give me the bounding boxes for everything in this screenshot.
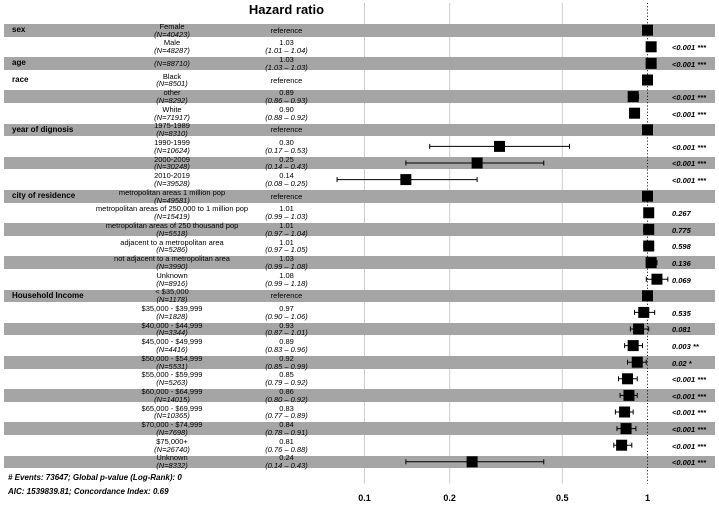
hr-marker — [633, 324, 644, 335]
estimate-ci: (0.14 – 0.43) — [265, 162, 308, 172]
p-value: 0.598 — [672, 242, 691, 252]
estimate-cell — [226, 405, 347, 421]
group-label: sex — [12, 25, 26, 35]
group-label: city of residence — [12, 191, 76, 201]
subgroup-label: not adjacent to a metropolitan area — [114, 254, 230, 264]
hr-marker — [621, 423, 632, 434]
estimate-value: 1.01 — [279, 204, 294, 214]
hr-marker — [628, 91, 639, 102]
estimate-ci: (0.86 – 0.93) — [265, 96, 308, 105]
hr-marker — [646, 58, 657, 69]
estimate-cell — [226, 338, 347, 354]
hr-marker — [643, 207, 654, 218]
p-value: 0.267 — [672, 209, 691, 219]
estimate-ci: (0.85 – 0.99) — [265, 361, 308, 371]
estimate-reference: reference — [270, 125, 303, 135]
estimate-value: 0.86 — [279, 386, 294, 396]
subgroup-n: (N=10624) — [154, 145, 190, 155]
x-tick-label: 0.2 — [443, 493, 456, 503]
estimate-ci: (0.87 – 1.01) — [265, 328, 308, 338]
estimate-ci: (0.80 – 0.92) — [265, 394, 308, 404]
subgroup-label: Unknown — [156, 270, 188, 280]
subgroup-n: (N=15419) — [154, 212, 190, 222]
estimate-reference: reference — [270, 191, 303, 201]
hr-marker — [643, 224, 654, 235]
estimate-ci: (0.77 – 0.89) — [265, 411, 308, 421]
estimate-ci: (0.99 – 1.03) — [265, 212, 308, 222]
estimate-ci: (0.88 – 0.92) — [265, 112, 308, 122]
estimate-cell — [226, 239, 347, 255]
p-value: 0.02 * — [672, 358, 692, 368]
subgroup-label: $35,000 - $39,999 — [141, 303, 203, 313]
hr-marker — [629, 108, 640, 119]
estimate-cell — [226, 305, 347, 321]
estimate-cell — [226, 77, 347, 85]
hr-marker — [643, 241, 654, 252]
estimate-cell — [226, 126, 347, 134]
chart-title: Hazard ratio — [248, 2, 325, 17]
estimate-value: 0.83 — [279, 403, 294, 413]
subgroup-label: $45,000 - $49,999 — [141, 337, 203, 347]
subgroup-label: Male — [163, 38, 181, 48]
subgroup-label: 1990-1999 — [154, 137, 190, 147]
p-value: <0.001 *** — [672, 175, 706, 185]
estimate-value: 0.84 — [279, 420, 294, 430]
subgroup-n: (N=1828) — [156, 311, 188, 321]
subgroup-n: (N=3990) — [156, 262, 188, 271]
estimate-value: 1.08 — [279, 270, 294, 280]
estimate-cell — [226, 193, 347, 201]
estimate-cell — [226, 27, 347, 35]
estimate-ci: (0.14 – 0.43) — [265, 461, 308, 471]
estimate-value: 0.30 — [279, 137, 294, 147]
estimate-ci: (1.01 – 1.04) — [265, 46, 308, 56]
subgroup-label: $60,000 - $64,999 — [141, 386, 203, 396]
estimate-cell — [226, 272, 347, 288]
estimate-value: 0.25 — [279, 154, 294, 164]
estimate-cell — [226, 205, 347, 221]
subgroup-label: 1975-1989 — [154, 121, 190, 131]
subgroup-label: adjacent to a metropolitan area — [120, 237, 224, 247]
estimate-ci: (0.76 – 0.88) — [265, 444, 308, 454]
p-value: 0.535 — [672, 308, 691, 318]
estimate-cell — [226, 89, 347, 105]
subgroup-label: metropolitan areas of 250 thousand pop — [105, 220, 239, 230]
hr-marker — [638, 307, 649, 318]
subgroup-label: $55,000 - $59,999 — [141, 370, 203, 380]
estimate-value: 1.01 — [279, 220, 294, 230]
estimate-cell — [226, 292, 347, 300]
estimate-value: 0.90 — [279, 104, 294, 114]
subgroup-n: (N=49581) — [154, 195, 190, 205]
subgroup-n: (N=5531) — [156, 361, 188, 371]
hr-marker — [646, 257, 657, 268]
p-value: <0.001 *** — [672, 424, 706, 434]
estimate-cell — [226, 106, 347, 122]
subgroup-label: Female — [159, 21, 185, 31]
subgroup-n: (N=5286) — [156, 245, 188, 255]
estimate-ci: (0.99 – 1.18) — [265, 278, 308, 288]
hr-marker — [642, 124, 653, 135]
hr-marker — [467, 456, 478, 467]
subgroup-label: Black — [162, 71, 182, 81]
estimate-cell — [226, 454, 347, 470]
x-tick-label: 0.1 — [358, 493, 371, 503]
estimate-cell — [226, 421, 347, 437]
estimate-reference: reference — [270, 291, 303, 301]
subgroup-n: (N=5518) — [156, 228, 188, 238]
footer-events-line: # Events: 73647; Global p-value (Log-Rank): 0 — [8, 473, 182, 482]
hr-marker — [642, 25, 653, 36]
group-label: year of dignosis — [12, 124, 74, 134]
estimate-value: 0.89 — [279, 88, 294, 98]
subgroup-n: (N=5263) — [156, 378, 188, 388]
estimate-value: 0.97 — [279, 303, 294, 313]
estimate-value: 1.03 — [279, 54, 294, 64]
estimate-cell — [226, 172, 347, 188]
hr-marker — [632, 357, 643, 368]
group-label: age — [12, 58, 26, 68]
p-value: 0.003 ** — [672, 341, 699, 351]
estimate-ci: (0.79 – 0.92) — [265, 378, 308, 388]
hr-marker — [494, 141, 505, 152]
hr-marker — [622, 373, 633, 384]
estimate-value: 1.03 — [279, 254, 294, 264]
estimate-cell — [226, 355, 347, 371]
hr-marker — [642, 191, 653, 202]
hr-marker — [646, 41, 657, 52]
subgroup-n: (N=1178) — [156, 295, 188, 305]
estimate-cell — [226, 322, 347, 338]
p-value: <0.001 *** — [672, 142, 706, 152]
estimate-ci: (0.78 – 0.91) — [265, 428, 308, 437]
hr-marker — [400, 174, 411, 185]
estimate-cell — [226, 222, 347, 238]
estimate-ci: (0.97 – 1.04) — [265, 228, 308, 238]
subgroup-label: 2000-2009 — [154, 154, 190, 164]
estimate-ci: (0.83 – 0.96) — [265, 345, 308, 354]
subgroup-label: 2010-2019 — [154, 171, 190, 181]
p-value: 0.775 — [672, 225, 691, 235]
estimate-ci: (0.08 – 0.25) — [265, 179, 308, 188]
p-value: 0.136 — [672, 258, 691, 268]
p-value: <0.001 *** — [672, 441, 706, 451]
p-value: 0.069 — [672, 275, 691, 285]
hr-marker — [651, 274, 662, 285]
subgroup-n: (N=39528) — [154, 179, 190, 188]
estimate-ci: (0.17 – 0.53) — [265, 145, 308, 155]
subgroup-label: metropolitan areas of 250,000 to 1 million pop — [95, 204, 249, 214]
subgroup-n: (N=8292) — [156, 96, 188, 105]
footer-aic-line: AIC: 1539839.81; Concordance Index: 0.69 — [8, 487, 169, 496]
estimate-cell — [226, 371, 347, 387]
p-value: 0.081 — [672, 325, 691, 335]
x-tick-label: 0.5 — [556, 493, 569, 503]
hr-marker — [616, 440, 627, 451]
subgroup-n: (N=88710) — [154, 58, 190, 68]
subgroup-n: (N=14015) — [154, 394, 190, 404]
hr-marker — [623, 390, 634, 401]
p-value: <0.001 *** — [672, 391, 706, 401]
hr-marker — [619, 407, 630, 418]
subgroup-label: $65,000 - $69,999 — [141, 403, 203, 413]
estimate-ci: (0.99 – 1.08) — [265, 262, 308, 271]
estimate-value: 0.14 — [279, 171, 294, 181]
p-value: <0.001 *** — [672, 59, 706, 69]
hr-marker — [642, 75, 653, 86]
hr-marker — [628, 340, 639, 351]
subgroup-n: (N=7698) — [156, 428, 188, 437]
subgroup-n: (N=8501) — [156, 79, 188, 89]
subgroup-label: metropolitan areas 1 million pop — [118, 187, 226, 197]
subgroup-n: (N=4416) — [156, 345, 188, 354]
estimate-cell — [226, 255, 347, 271]
p-value: <0.001 *** — [672, 43, 706, 53]
hr-marker — [472, 158, 483, 169]
estimate-cell — [226, 438, 347, 454]
subgroup-n: (N=48287) — [154, 46, 190, 56]
subgroup-label: White — [162, 104, 182, 114]
subgroup-n: (N=8332) — [156, 461, 188, 471]
estimate-cell — [226, 39, 347, 55]
subgroup-n: (N=30248) — [154, 162, 190, 172]
subgroup-n: (N=8310) — [156, 129, 188, 139]
subgroup-label: $75,000+ — [156, 436, 188, 446]
p-value: <0.001 *** — [672, 458, 706, 468]
estimate-cell — [226, 388, 347, 404]
subgroup-n: (N=8916) — [156, 278, 188, 288]
subgroup-n: (N=40423) — [154, 29, 190, 39]
group-label: race — [12, 74, 29, 84]
estimate-cell — [226, 139, 347, 155]
x-tick-label: 1 — [644, 493, 650, 503]
estimate-ci: (1.03 – 1.03) — [265, 62, 308, 72]
group-label: Household Income — [12, 290, 84, 300]
subgroup-n: (N=26740) — [154, 444, 190, 454]
estimate-value: 0.93 — [279, 320, 294, 330]
subgroup-n: (N=71917) — [154, 112, 190, 122]
estimate-value: 0.85 — [279, 370, 294, 380]
estimate-value: 0.92 — [279, 353, 294, 363]
subgroup-label: other — [163, 88, 181, 98]
p-value: <0.001 *** — [672, 92, 706, 102]
p-value: <0.001 *** — [672, 109, 706, 119]
estimate-value: 1.01 — [279, 237, 294, 247]
subgroup-n: (N=3344) — [156, 328, 188, 338]
estimate-value: 0.81 — [279, 436, 294, 446]
estimate-value: 0.24 — [279, 453, 294, 463]
subgroup-label: Unknown — [156, 453, 188, 463]
p-value: <0.001 *** — [672, 375, 706, 385]
estimate-value: 1.03 — [279, 38, 294, 48]
estimate-reference: reference — [270, 25, 303, 35]
p-value: <0.001 *** — [672, 408, 706, 418]
subgroup-label: < $35,000 — [155, 287, 189, 297]
estimate-value: 0.89 — [279, 337, 294, 347]
estimate-ci: (0.90 – 1.06) — [265, 311, 308, 321]
subgroup-label: $50,000 - $54,999 — [141, 353, 203, 363]
hr-marker — [642, 290, 653, 301]
estimate-cell — [226, 56, 347, 72]
estimate-reference: reference — [270, 75, 303, 85]
subgroup-label: $70,000 - $74,999 — [141, 420, 203, 430]
estimate-ci: (0.97 – 1.05) — [265, 245, 308, 255]
subgroup-n: (N=10365) — [154, 411, 190, 421]
subgroup-label: $40,000 - $44,999 — [141, 320, 203, 330]
p-value: <0.001 *** — [672, 159, 706, 169]
estimate-cell — [226, 156, 347, 172]
